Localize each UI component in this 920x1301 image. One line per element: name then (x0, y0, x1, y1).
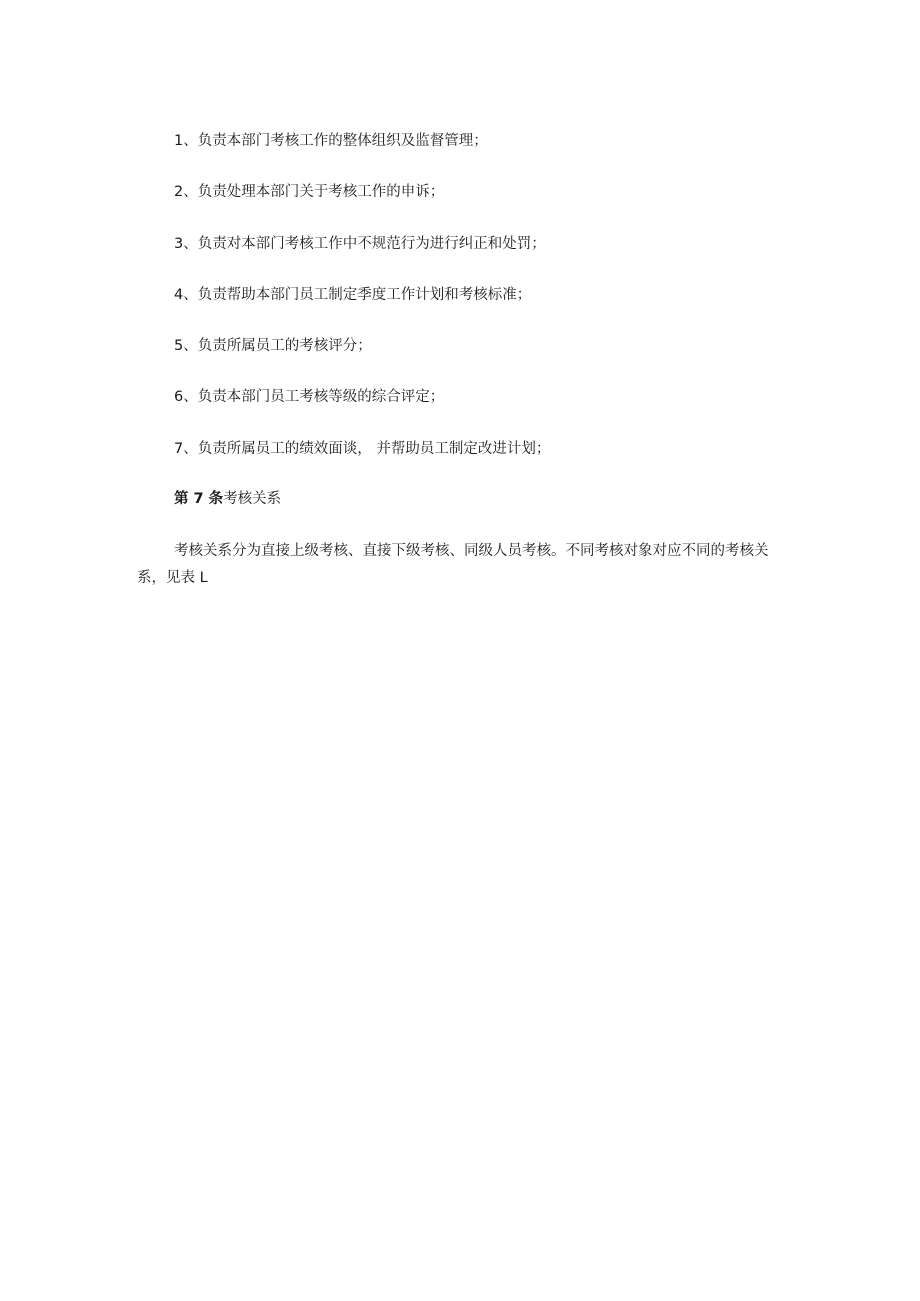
body-paragraph: 考核关系分为直接上级考核、直接下级考核、同级人员考核。不同考核对象对应不同的考核关系，见表 L (137, 543, 769, 586)
duty-item-7: 7、负责所属员工的绩效面谈， 并帮助员工制定改进计划； (174, 440, 551, 457)
article-number: 第 7 条 (174, 491, 224, 507)
article-title: 考核关系 (223, 491, 282, 507)
duty-item-4: 4、负责帮助本部门员工制定季度工作计划和考核标准； (174, 286, 532, 303)
article-heading (174, 486, 281, 512)
duty-list (174, 128, 550, 487)
duty-item-2: 2、负责处理本部门关于考核工作的申诉； (174, 184, 445, 201)
duty-item-3: 3、负责对本部门考核工作中不规范行为进行纠正和处罚； (174, 235, 546, 252)
duty-item-1: 1、负责本部门考核工作的整体组织及监督管理； (174, 133, 488, 149)
duty-item-6: 6、负责本部门员工考核等级的综合评定； (174, 389, 445, 406)
duty-item-5: 5、负责所属员工的考核评分； (174, 338, 372, 355)
